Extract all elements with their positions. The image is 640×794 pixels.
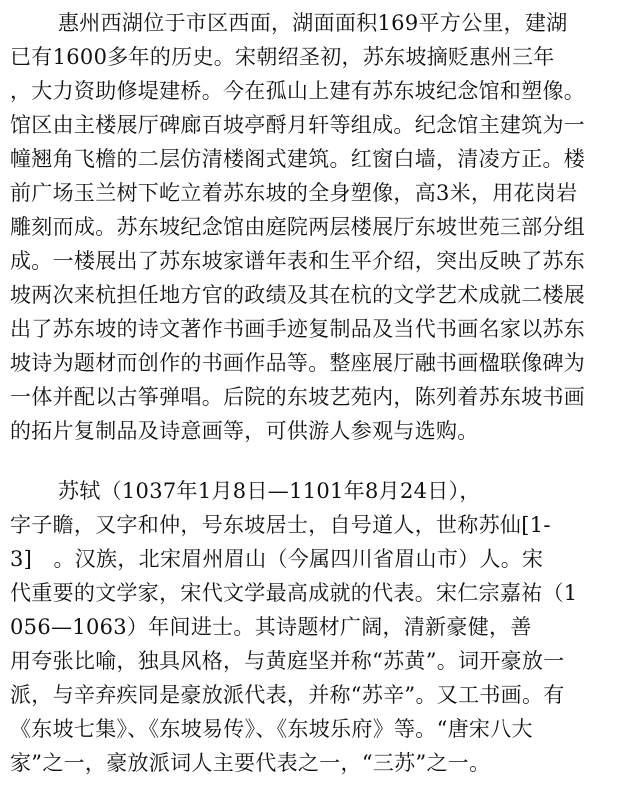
paragraph-2-line-5: 056—1063）年间进士。其诗题材广阔，清新豪健，善	[10, 615, 532, 639]
paragraph-1-line-13: 的拓片复制品及诗意画等，可供游人参观与选购。	[10, 419, 479, 443]
paragraph-2-line-4: 代重要的文学家，宋代文学最高成就的代表。宋仁宗嘉祐（1	[10, 581, 578, 605]
paragraph-1-line-7: 雕刻而成。苏东坡纪念馆由庭院两层楼展厅东坡世苑三部分组	[10, 215, 586, 239]
paragraph-1-line-6: 前广场玉兰树下屹立着苏东坡的全身塑像，高3米，用花岗岩	[10, 181, 578, 205]
paragraph-1-line-2: 已有1600多年的历史。宋朝绍圣初，苏东坡摘贬惠州三年	[10, 45, 555, 69]
paragraph-2-line-6: 用夸张比喻，独具风格，与黄庭坚并称“苏黄”。词开豪放一	[10, 649, 565, 673]
paragraph-2-line-1: 苏轼（1037年1月8日—1101年8月24日），	[58, 479, 481, 503]
paragraph-1-line-4: 馆区由主楼展厅碑廊百坡亭酹月轩等组成。纪念馆主建筑为一	[10, 113, 586, 137]
paragraph-1-line-9: 坡两次来杭担任地方官的政绩及其在杭的文学艺术成就二楼展	[10, 283, 586, 307]
paragraph-1-line-3: ，大力资助修堤建桥。今在孤山上建有苏东坡纪念馆和塑像。	[10, 79, 586, 103]
paragraph-2-line-8: 《东坡七集》、《东坡易传》、《东坡乐府》等。“唐宋八大	[10, 717, 533, 741]
paragraph-1-line-1: 惠州西湖位于市区西面，湖面面积169平方公里，建湖	[58, 11, 568, 35]
paragraph-2-line-7: 派，与辛弃疾同是豪放派代表，并称“苏辛”。又工书画。有	[10, 683, 565, 707]
paragraph-2-line-3: 3] 。汉族，北宋眉州眉山（今属四川省眉山市）人。宋	[10, 547, 544, 571]
paragraph-1-line-12: 一体并配以古筝弹唱。后院的东坡艺苑内，陈列着苏东坡书画	[10, 385, 586, 409]
paragraph-1-line-5: 幢翘角飞檐的二层仿清楼阁式建筑。红窗白墙，清凌方正。楼	[10, 147, 586, 171]
paragraph-1-line-11: 坡诗为题材而创作的书画作品等。整座展厅融书画楹联像碑为	[10, 351, 586, 375]
paragraph-2-line-9: 家”之一，豪放派词人主要代表之一，“三苏”之一。	[10, 751, 491, 775]
paragraph-1-line-10: 出了苏东坡的诗文著作书画手迹复制品及当代书画名家以苏东	[10, 317, 586, 341]
paragraph-1-line-8: 成。一楼展出了苏东坡家谱年表和生平介绍，突出反映了苏东	[10, 249, 586, 273]
paragraph-2-line-2: 字子瞻，又字和仲，号东坡居士，自号道人，世称苏仙[1-	[10, 513, 551, 537]
